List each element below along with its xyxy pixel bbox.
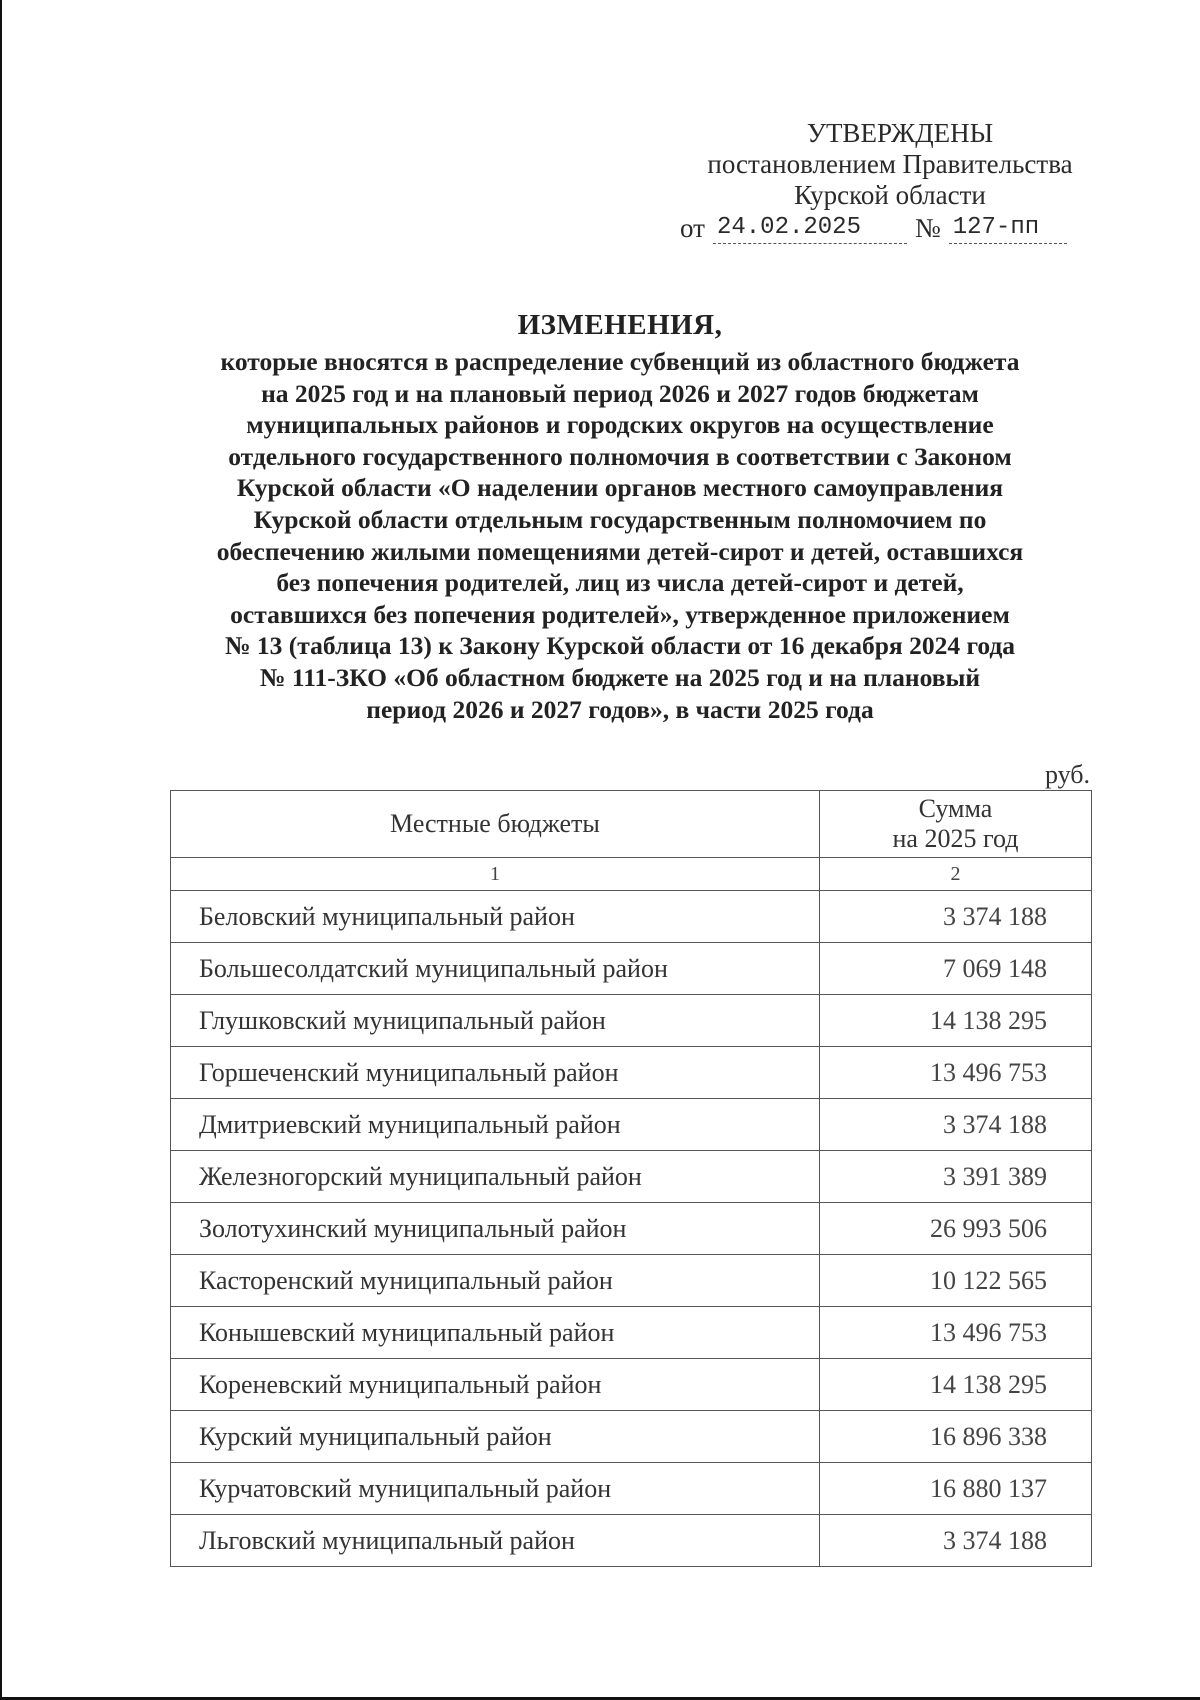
district-name: Глушковский муниципальный район xyxy=(171,995,820,1047)
table-row xyxy=(171,1151,1092,1203)
date-label: от xyxy=(680,213,705,243)
column-number-row xyxy=(171,858,1092,891)
document-heading xyxy=(160,306,1080,725)
district-name: Большесолдатский муниципальный район xyxy=(171,943,820,995)
district-amount: 3 391 389 xyxy=(819,1151,1091,1203)
units-label: руб. xyxy=(1044,760,1090,789)
district-name: Касторенский муниципальный район xyxy=(171,1255,820,1307)
district-amount: 3 374 188 xyxy=(819,1515,1091,1567)
header-sum-line2: на 2025 год xyxy=(892,824,1019,853)
district-amount: 26 993 506 xyxy=(819,1203,1091,1255)
table-row xyxy=(171,1047,1092,1099)
approval-date-line xyxy=(680,212,1100,244)
approval-region: Курской области xyxy=(794,180,986,210)
district-amount: 16 896 338 xyxy=(819,1411,1091,1463)
approval-issuer: постановлением Правительства xyxy=(707,149,1073,179)
budget-table xyxy=(170,790,1092,1567)
district-amount: 10 122 565 xyxy=(819,1255,1091,1307)
table-row xyxy=(171,1463,1092,1515)
column-number-1: 1 xyxy=(171,858,820,891)
district-amount: 13 496 753 xyxy=(819,1307,1091,1359)
district-name: Курчатовский муниципальный район xyxy=(171,1463,820,1515)
number-label: № xyxy=(914,213,941,243)
approval-date: 24.02.2025 xyxy=(713,212,907,244)
district-name: Конышевский муниципальный район xyxy=(171,1307,820,1359)
district-amount: 3 374 188 xyxy=(819,891,1091,943)
district-name: Льговский муниципальный район xyxy=(171,1515,820,1567)
table-row xyxy=(171,1203,1092,1255)
district-name: Кореневский муниципальный район xyxy=(171,1359,820,1411)
table-row xyxy=(171,1411,1092,1463)
approval-title: УТВЕРЖДЕНЫ xyxy=(806,118,994,148)
district-name: Беловский муниципальный район xyxy=(171,891,820,943)
district-name: Дмитриевский муниципальный район xyxy=(171,1099,820,1151)
header-sum xyxy=(819,791,1091,858)
scan-left-edge xyxy=(0,0,2,1700)
table-row xyxy=(171,943,1092,995)
table-row xyxy=(171,995,1092,1047)
district-amount: 7 069 148 xyxy=(819,943,1091,995)
table-row xyxy=(171,1307,1092,1359)
approval-number: 127-пп xyxy=(949,212,1067,244)
district-amount: 14 138 295 xyxy=(819,1359,1091,1411)
table-row xyxy=(171,1359,1092,1411)
header-local-budgets: Местные бюджеты xyxy=(171,791,820,858)
table-row xyxy=(171,1255,1092,1307)
document-subtitle: которые вносятся в распределение субвенций из областного бюджета на 2025 год и на плановый период 2026 и 2027 годов бюджетам муниципальных районов и городских округов на осуществление отдельного государственного полномочия в соответствии с Законом Курской области «О наделении органов местного самоуправления Курской области отдельным государственным полномочием по обеспечению жилыми помещениями детей-сирот и детей, оставшихся без попечения родителей, лиц из числа детей-сирот и детей, оставшихся без попечения родителей», утвержденное приложением № 13 (таблица 13) к Закону Курской области от 16 декабря 2024 года № 111-ЗКО «Об областном бюджете на 2025 год и на плановый период 2026 и 2027 годов», в части 2025 года xyxy=(216,347,1024,724)
document-title: ИЗМЕНЕНИЯ, xyxy=(517,309,723,341)
header-sum-line1: Сумма xyxy=(918,794,993,823)
district-name: Горшеченский муниципальный район xyxy=(171,1047,820,1099)
table-row xyxy=(171,1099,1092,1151)
district-name: Железногорский муниципальный район xyxy=(171,1151,820,1203)
district-amount: 16 880 137 xyxy=(819,1463,1091,1515)
district-amount: 14 138 295 xyxy=(819,995,1091,1047)
approval-block xyxy=(680,118,1100,244)
table-row xyxy=(171,891,1092,943)
district-name: Курский муниципальный район xyxy=(171,1411,820,1463)
table-row xyxy=(171,1515,1092,1567)
district-amount: 13 496 753 xyxy=(819,1047,1091,1099)
district-amount: 3 374 188 xyxy=(819,1099,1091,1151)
district-name: Золотухинский муниципальный район xyxy=(171,1203,820,1255)
table-header-row xyxy=(171,791,1092,858)
column-number-2: 2 xyxy=(819,858,1091,891)
